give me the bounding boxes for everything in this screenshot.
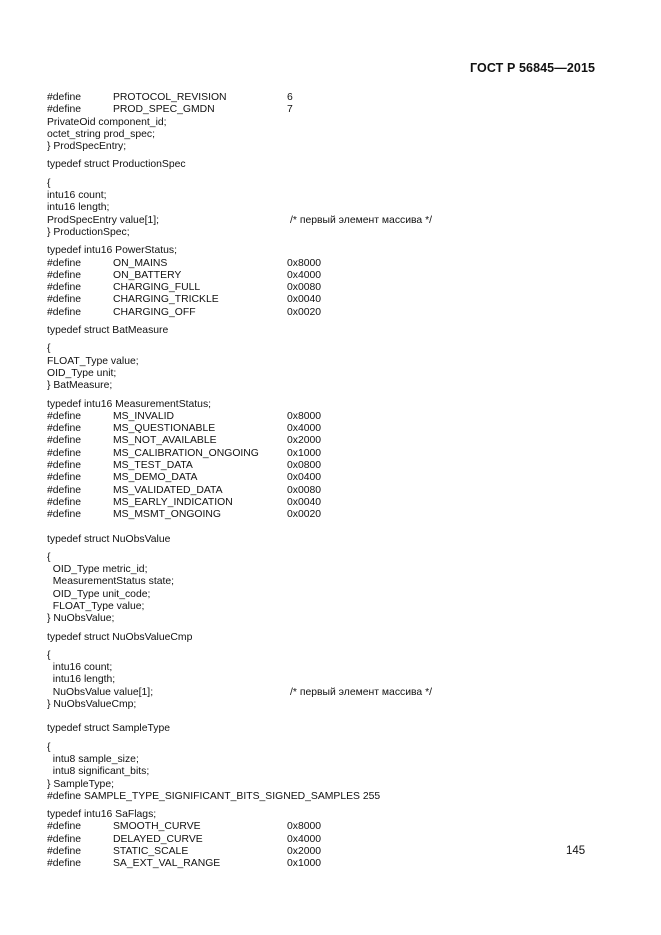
define-line (47, 435, 627, 447)
define-value: 0x4000 (287, 423, 322, 435)
define-value: 0x0800 (287, 460, 322, 472)
define-line (47, 472, 627, 484)
code-line: #define SAMPLE_TYPE_SIGNIFICANT_BITS_SIGNED_SAMPLES 255 (47, 790, 381, 802)
define-name: MS_TEST_DATA (113, 460, 193, 472)
code-line: } ProductionSpec; (47, 226, 130, 238)
define-value: 0x8000 (287, 821, 322, 833)
define-keyword: #define (47, 846, 82, 858)
define-value: 0x8000 (287, 257, 322, 269)
define-keyword: #define (47, 496, 82, 508)
define-value: 0x2000 (287, 846, 322, 858)
define-line (47, 104, 627, 116)
define-name: MS_CALIBRATION_ONGOING (113, 447, 259, 459)
define-value: 0x0400 (287, 472, 322, 484)
define-name: CHARGING_OFF (113, 306, 196, 318)
define-line (47, 282, 627, 294)
define-value: 0x0040 (287, 496, 322, 508)
code-line: intu8 sample_size; (47, 753, 139, 765)
define-name: MS_DEMO_DATA (113, 472, 198, 484)
define-line (47, 485, 627, 497)
code-line: } NuObsValueCmp; (47, 699, 137, 711)
code-line: MeasurementStatus state; (47, 576, 175, 588)
define-name: MS_QUESTIONABLE (113, 423, 216, 435)
define-name: MS_INVALID (113, 410, 175, 422)
define-line (47, 423, 627, 435)
typedef-line: typedef intu16 PowerStatus; (47, 245, 177, 257)
define-name: DELAYED_CURVE (113, 833, 203, 845)
define-value: 0x2000 (287, 435, 322, 447)
define-value: 0x0080 (287, 282, 322, 294)
define-line (47, 411, 627, 423)
code-line: octet_string prod_spec; (47, 128, 156, 140)
define-name: SMOOTH_CURVE (113, 821, 201, 833)
define-line (47, 846, 627, 858)
define-keyword: #define (47, 435, 82, 447)
code-line: intu16 count; (47, 190, 107, 202)
define-name: CHARGING_FULL (113, 282, 201, 294)
code-line: typedef struct SampleType (47, 723, 171, 735)
define-name: PROTOCOL_REVISION (113, 92, 227, 103)
code-line: } ProdSpecEntry; (47, 141, 127, 153)
code-line: { (47, 177, 51, 189)
define-line (47, 509, 627, 521)
code-line: typedef struct NuObsValue (47, 533, 171, 545)
define-value: 0x4000 (287, 269, 322, 281)
code-listing (47, 92, 627, 871)
define-line (47, 448, 627, 460)
define-keyword: #define (47, 833, 82, 845)
define-line (47, 460, 627, 472)
define-line (47, 92, 627, 104)
code-line: FLOAT_Type value; (47, 600, 145, 612)
code-line-with-comment (47, 687, 627, 699)
code-line: { (47, 343, 51, 355)
define-line (47, 294, 627, 306)
code-line: { (47, 551, 51, 563)
define-keyword: #define (47, 410, 82, 422)
define-name: ON_MAINS (113, 257, 168, 269)
define-keyword: #define (47, 257, 82, 269)
code-line: intu16 length; (47, 202, 110, 214)
code-line: intu16 count; (47, 662, 113, 674)
define-name: STATIC_SCALE (113, 846, 189, 858)
page-number: 145 (566, 845, 586, 857)
code-line: OID_Type unit_code; (47, 588, 151, 600)
code-text: ProdSpecEntry value[1]; (47, 214, 160, 226)
define-keyword: #define (47, 282, 82, 294)
define-name: MS_MSMT_ONGOING (113, 509, 221, 521)
define-keyword: #define (47, 509, 82, 521)
code-line: typedef struct BatMeasure (47, 325, 169, 337)
code-line: typedef struct NuObsValueCmp (47, 631, 193, 643)
code-line: } NuObsValue; (47, 613, 115, 625)
define-value: 7 (287, 104, 293, 116)
define-line (47, 858, 627, 870)
define-keyword: #define (47, 460, 82, 472)
define-value: 6 (287, 92, 293, 103)
define-keyword: #define (47, 269, 82, 281)
define-value: 0x0040 (287, 294, 322, 306)
code-line: OID_Type metric_id; (47, 564, 148, 576)
code-line-with-comment (47, 215, 627, 227)
define-keyword: #define (47, 306, 82, 318)
code-line: FLOAT_Type value; (47, 355, 139, 367)
define-value: 0x1000 (287, 858, 322, 870)
define-line (47, 307, 627, 319)
code-comment: /* первый элемент массива */ (290, 686, 433, 698)
define-name: SA_EXT_VAL_RANGE (113, 858, 221, 870)
define-line (47, 497, 627, 509)
define-keyword: #define (47, 821, 82, 833)
define-name: ON_BATTERY (113, 269, 182, 281)
define-value: 0x0080 (287, 484, 322, 496)
define-value: 0x0020 (287, 509, 322, 521)
define-keyword: #define (47, 858, 82, 870)
code-comment: /* первый элемент массива */ (290, 214, 433, 226)
define-name: PROD_SPEC_GMDN (113, 104, 215, 116)
code-line: } BatMeasure; (47, 380, 113, 392)
code-line: intu8 significant_bits; (47, 766, 150, 778)
define-line (47, 258, 627, 270)
code-line: intu16 length; (47, 674, 116, 686)
code-line: } SampleType; (47, 778, 115, 790)
define-value: 0x1000 (287, 447, 322, 459)
define-keyword: #define (47, 104, 82, 116)
define-keyword: #define (47, 447, 82, 459)
code-line: { (47, 741, 51, 753)
typedef-line: typedef intu16 MeasurementStatus; (47, 398, 212, 410)
code-text: NuObsValue value[1]; (47, 686, 154, 698)
code-line: typedef struct ProductionSpec (47, 159, 186, 171)
define-keyword: #define (47, 92, 82, 103)
typedef-line: typedef intu16 SaFlags; (47, 809, 157, 821)
define-value: 0x8000 (287, 410, 322, 422)
define-name: MS_VALIDATED_DATA (113, 484, 223, 496)
define-name: MS_EARLY_INDICATION (113, 496, 233, 508)
define-value: 0x0020 (287, 306, 322, 318)
define-keyword: #define (47, 484, 82, 496)
define-value: 0x4000 (287, 833, 322, 845)
define-keyword: #define (47, 294, 82, 306)
define-name: CHARGING_TRICKLE (113, 294, 219, 306)
define-line (47, 270, 627, 282)
define-keyword: #define (47, 423, 82, 435)
define-name: MS_NOT_AVAILABLE (113, 435, 217, 447)
define-line (47, 821, 627, 833)
define-line (47, 834, 627, 846)
define-keyword: #define (47, 472, 82, 484)
code-line: PrivateOid component_id; (47, 116, 167, 128)
document-header: ГОСТ Р 56845—2015 (470, 61, 596, 75)
code-line: { (47, 649, 51, 661)
code-line: OID_Type unit; (47, 367, 117, 379)
